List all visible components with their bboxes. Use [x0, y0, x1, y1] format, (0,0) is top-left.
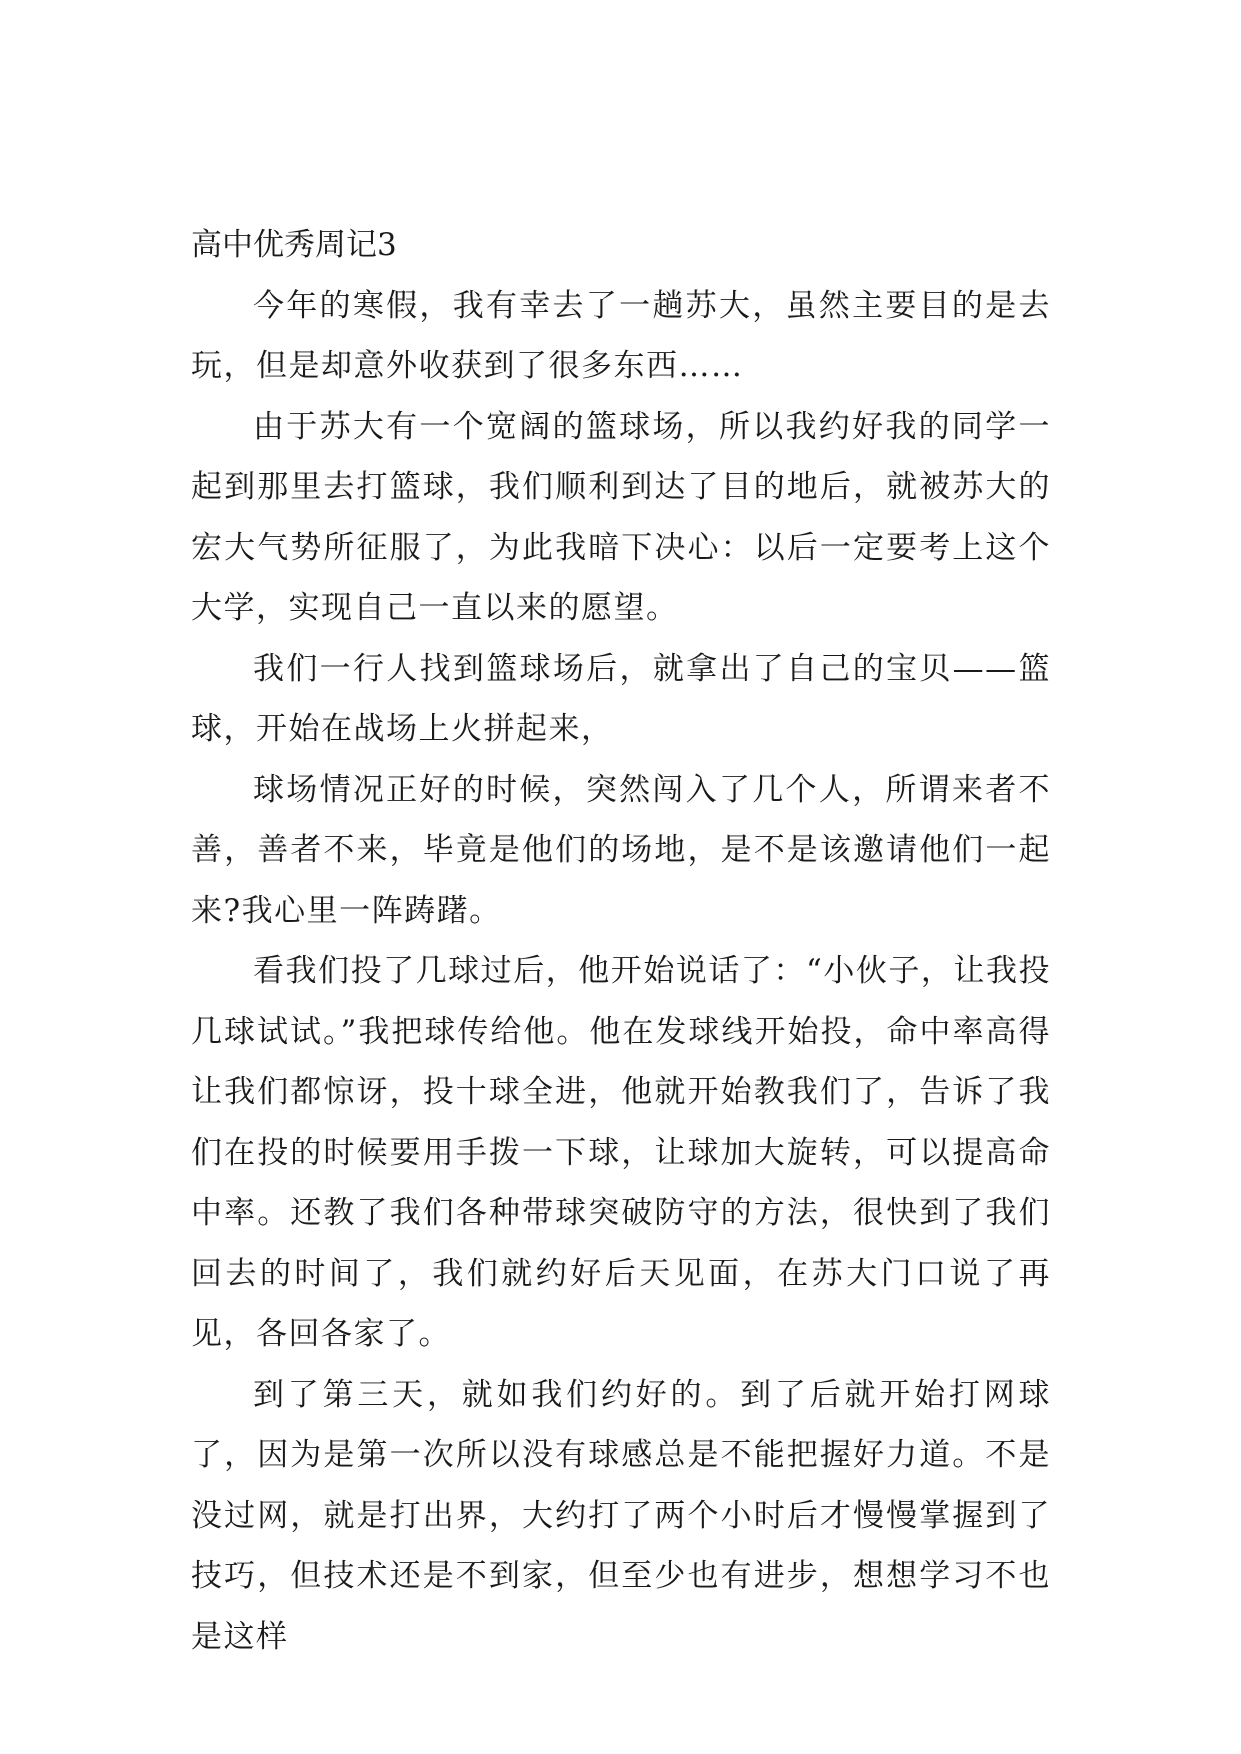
paragraph-2: 由于苏大有一个宽阔的篮球场，所以我约好我的同学一起到那里去打篮球，我们顺利到达了目的地后，就被苏大的宏大气势所征服了，为此我暗下决心：以后一定要考上这个大学，实现自己一直以来的愿望。 [191, 408, 1051, 626]
document-body [191, 215, 1051, 1667]
paragraph-5: 看我们投了几球过后，他开始说话了：“小伙子，让我投几球试试。”我把球传给他。他在发球线开始投，命中率高得让我们都惊讶，投十球全进，他就开始教我们了，告诉了我们在投的时候要用手拨一下球，让球加大旋转，可以提高命中率。还教了我们各种带球突破防守的方法，很快到了我们回去的时间了，我们就约好后天见面，在苏大门口说了再见，各回各家了。 [191, 953, 1051, 1352]
paragraph-1: 今年的寒假，我有幸去了一趟苏大，虽然主要目的是去玩，但是却意外收获到了很多东西…… [191, 287, 1051, 384]
document-title: 高中优秀周记3 [191, 227, 397, 263]
paragraph-6: 到了第三天，就如我们约好的。到了后就开始打网球了，因为是第一次所以没有球感总是不能把握好力道。不是没过网，就是打出界，大约打了两个小时后才慢慢掌握到了技巧，但技术还是不到家，但至少也有进步，想想学习不也是这样 [191, 1376, 1051, 1655]
paragraph-4: 球场情况正好的时候，突然闯入了几个人，所谓来者不善，善者不来，毕竟是他们的场地，是不是该邀请他们一起来?我心里一阵踌躇。 [191, 771, 1051, 929]
paragraph-3: 我们一行人找到篮球场后，就拿出了自己的宝贝——篮球，开始在战场上火拼起来， [191, 650, 1051, 747]
